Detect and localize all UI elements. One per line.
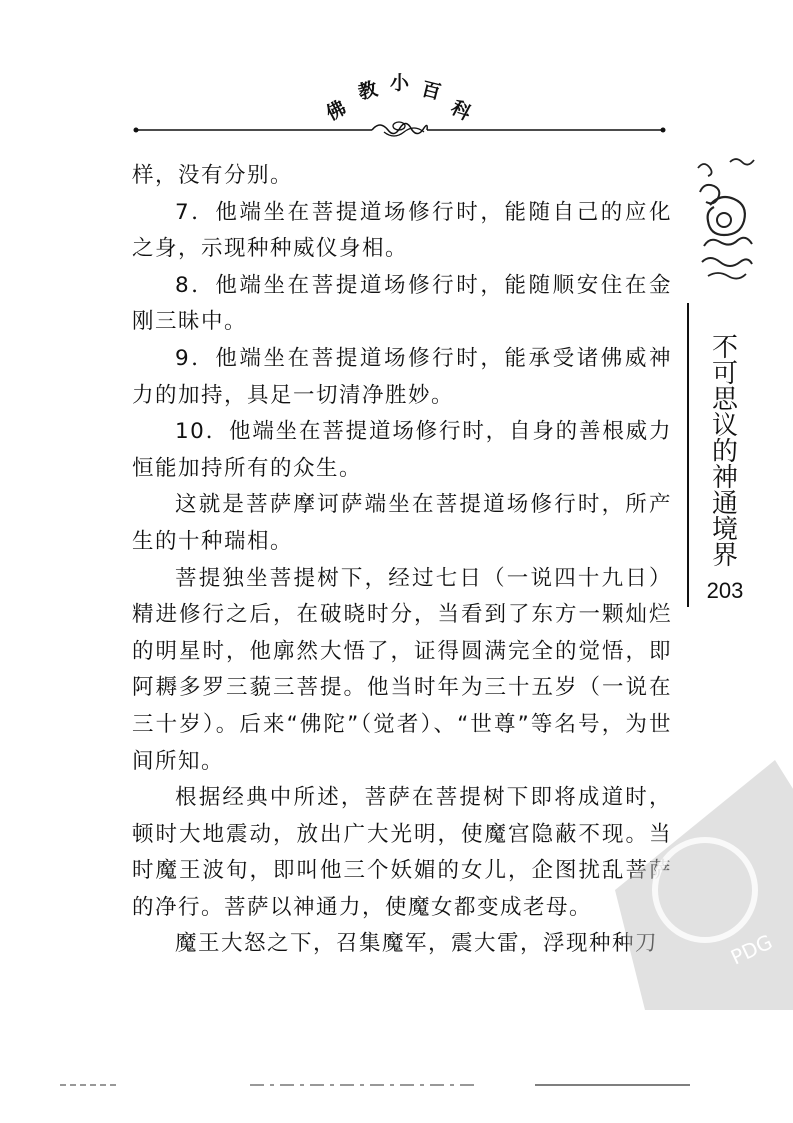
series-title-char: 佛 — [322, 96, 350, 126]
series-title-char: 小 — [390, 72, 410, 94]
paragraph: 8．他端坐在菩提道场修行时，能随顺安住在金刚三昧中。 — [132, 272, 672, 335]
paragraph: 菩提独坐菩提树下，经过七日（一说四十九日）精进修行之后，在破晓时分，当看到了东方一颗灿烂的明星时，他廓然大悟了，证得圆满完全的觉悟，即阿耨多罗三藐三菩提。他当时年为三十五岁（一说在三十岁）。后来“佛陀”（觉者）、“世尊”等名号，为世间所知。 — [132, 565, 672, 774]
side-divider — [687, 303, 689, 607]
paragraph: 9．他端坐在菩提道场修行时，能承受诸佛威神力的加持，具足一切清净胜妙。 — [132, 345, 672, 408]
chapter-title-char: 神 — [711, 463, 738, 493]
paragraph: 10．他端坐在菩提道场修行时，自身的善根威力恒能加持所有的众生。 — [132, 419, 672, 481]
paragraph: 魔王大怒之下，召集魔军，震大雷，浮现种种刀 — [175, 931, 659, 957]
chapter-title-char: 境 — [711, 515, 738, 545]
chapter-title-vertical — [705, 335, 745, 569]
series-title-char: 教 — [355, 77, 380, 104]
cloud-ornament-icon — [690, 150, 760, 290]
series-title — [300, 66, 500, 126]
paragraph: 7．他端坐在菩提道场修行时，能随自己的应化之身，示现种种威仪身相。 — [132, 199, 672, 262]
paragraph: 这就是菩萨摩诃萨端坐在菩提道场修行时，所产生的十种瑞相。 — [132, 492, 672, 554]
chapter-title-char: 的 — [711, 437, 738, 467]
page-header — [0, 0, 793, 150]
chapter-title-char: 不 — [711, 333, 738, 363]
page-number: 203 — [706, 578, 744, 603]
chapter-title-char: 通 — [711, 489, 738, 519]
header-ornamental-rule — [132, 118, 667, 142]
footer-rule — [0, 1075, 793, 1095]
paragraph: 根据经典中所述，菩萨在菩提树下即将成道时，顿时大地震动，放出广大光明，使魔宫隐蔽不现。当时魔王波旬，即叫他三个妖媚的女儿，企图扰乱菩萨的净行。菩萨以神通力，使魔女都变成老母。 — [132, 785, 672, 920]
chapter-title-char: 界 — [711, 541, 738, 571]
chapter-title-char: 议 — [711, 411, 738, 441]
chapter-title-char: 可 — [711, 359, 738, 389]
series-title-char: 百 — [419, 77, 444, 104]
chapter-title-char: 思 — [711, 385, 738, 415]
series-title-char: 科 — [447, 96, 475, 126]
watermark-text: PDG — [726, 929, 777, 970]
watermark-stamp — [585, 740, 793, 1030]
paragraph: 样，没有分别。 — [132, 163, 294, 188]
